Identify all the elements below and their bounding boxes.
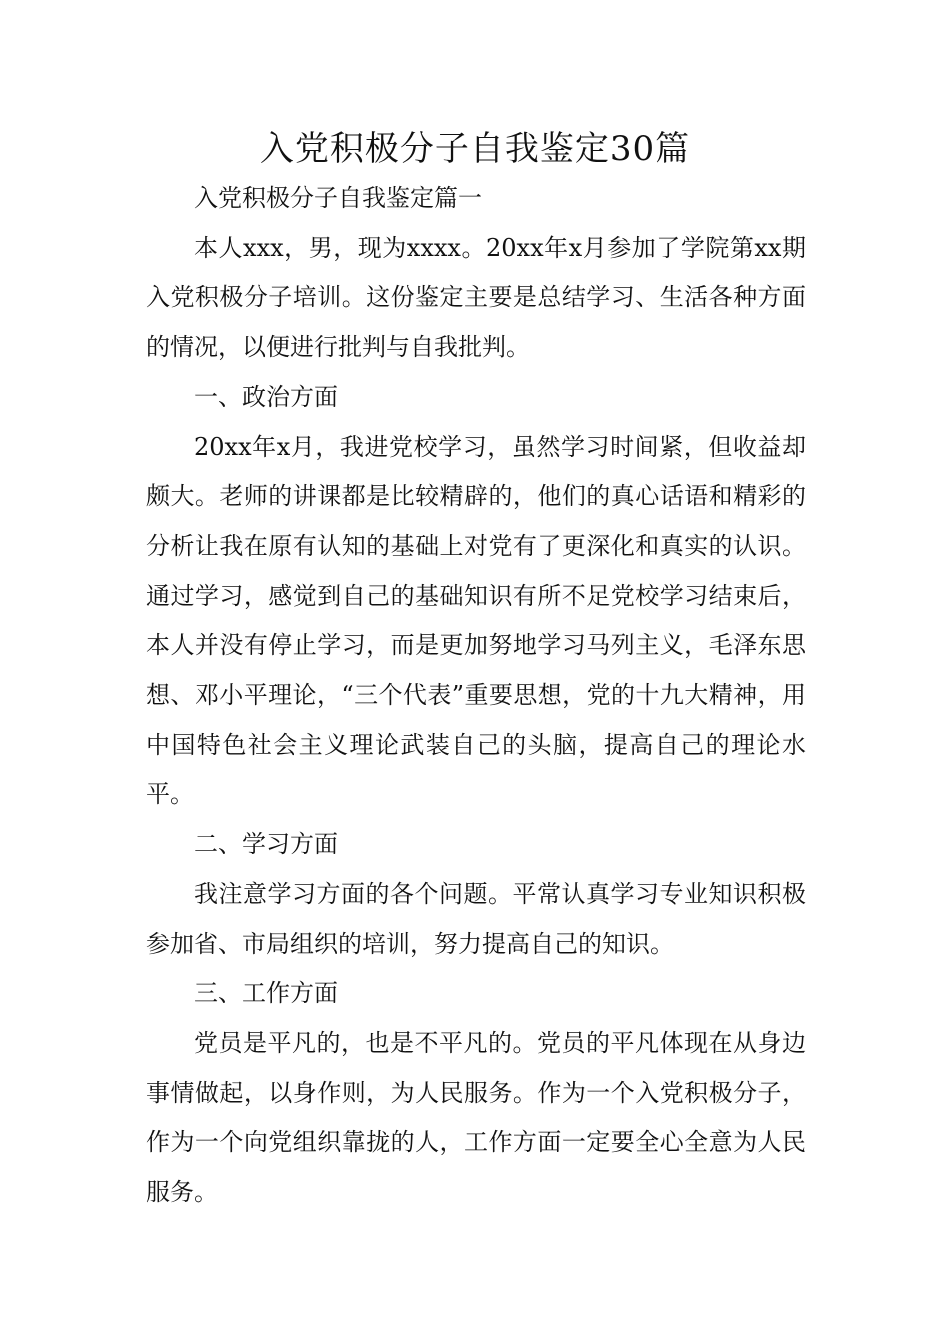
- work-paragraph: 党员是平凡的，也是不平凡的。党员的平凡体现在从身边事情做起，以身作则，为人民服务。作为一个入党积极分子，作为一个向党组织靠拢的人，工作方面一定要全心全意为人民服务。: [146, 1028, 806, 1207]
- section-heading-part-one: 入党积极分子自我鉴定篇一: [194, 184, 482, 212]
- study-paragraph: 我注意学习方面的各个问题。平常认真学习专业知识积极参加省、市局组织的培训，努力提高自己的知识。: [146, 879, 806, 958]
- section-heading-study: 二、学习方面: [194, 830, 338, 859]
- intro-paragraph: 本人xxx，男，现为xxxx。20xx年x月参加了学院第xx期入党积极分子培训。这份鉴定主要是总结学习、生活各种方面的情况，以便进行批判与自我批判。: [146, 233, 806, 362]
- section-heading-politics: 一、政治方面: [194, 382, 338, 411]
- section-heading-work: 三、工作方面: [194, 979, 338, 1008]
- politics-paragraph: 20xx年x月，我进党校学习，虽然学习时间紧，但收益却颇大。老师的讲课都是比较精辟的，他们的真心话语和精彩的分析让我在原有认知的基础上对党有了更深化和真实的认识。通过学习，感觉到自己的基础知识有所不足党校学习结束后，本人并没有停止学习，而是更加努地学习马列主义，毛泽东思想、邓小平理论，“三个代表”重要思想，党的十九大精神，用中国特色社会主义理论武装自己的头脑，提高自己的理论水平。: [146, 432, 806, 809]
- document-body: [146, 174, 806, 1218]
- document-title: 入党积极分子自我鉴定30篇: [259, 129, 691, 169]
